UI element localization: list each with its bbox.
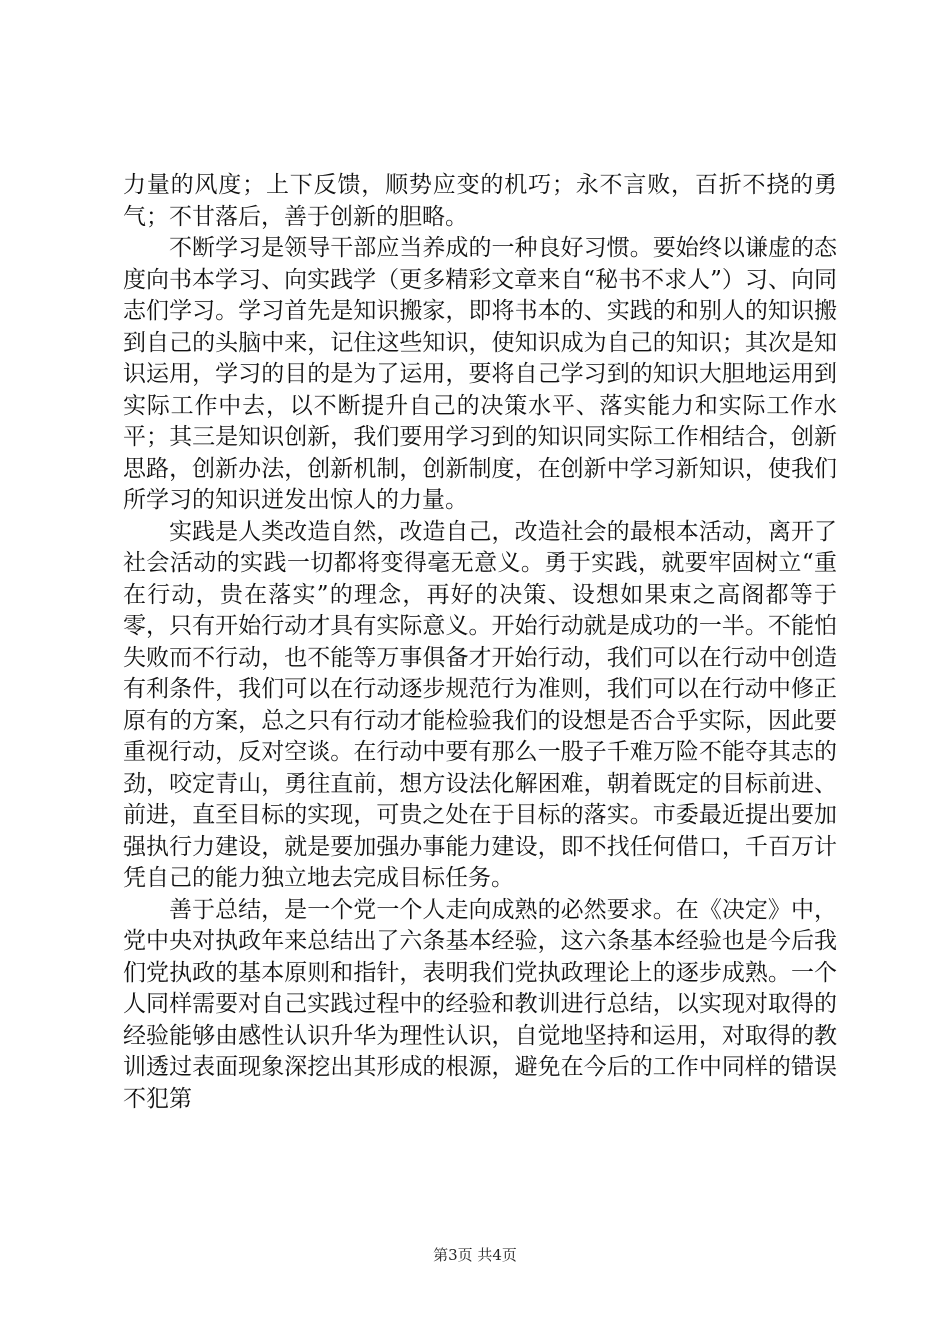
- paragraph-2: 不断学习是领导干部应当养成的一种良好习惯。要始终以谦虚的态度向书本学习、向实践学（更多精彩文章来自“秘书不求人”）习、向同志们学习。学习首先是知识搬家，即将书本的、实践的和别人的知识搬到自己的头脑中来，记住这些知识，使知识成为自己的知识；其次是知识运用，学习的目的是为了运用，要将自己学习到的知识大胆地运用到实际工作中去，以不断提升自己的决策水平、落实能力和实际工作水平；其三是知识创新，我们要用学习到的知识同实际工作相结合，创新思路，创新办法，创新机制，创新制度，在创新中学习新知识，使我们所学习的知识迸发出惊人的力量。: [123, 235, 837, 513]
- paragraph-1: 力量的风度；上下反馈，顺势应变的机巧；永不言败，百折不挠的勇气；不甘落后，善于创新的胆略。: [123, 172, 837, 230]
- page-number-footer: 第3页 共4页: [433, 1246, 517, 1264]
- document-body: [123, 170, 837, 1115]
- paragraph-3: 实践是人类改造自然，改造自己，改造社会的最根本活动，离开了社会活动的实践一切都将变得毫无意义。勇于实践，就要牢固树立“重在行动，贵在落实”的理念，再好的决策、设想如果束之高阁都等于零，只有开始行动才具有实际意义。开始行动就是成功的一半。不能怕失败而不行动，也不能等万事俱备才开始行动，我们可以在行动中创造有利条件，我们可以在行动逐步规范行为准则，我们可以在行动中修正原有的方案，总之只有行动才能检验我们的设想是否合乎实际，因此要重视行动，反对空谈。在行动中要有那么一股子千难万险不能夺其志的劲，咬定青山，勇往直前，想方设法化解困难，朝着既定的目标前进、前进，直至目标的实现，可贵之处在于目标的落实。市委最近提出要加强执行力建设，就是要加强办事能力建设，即不找任何借口，千百万计凭自己的能力独立地去完成目标任务。: [123, 518, 837, 891]
- paragraph-4: 善于总结，是一个党一个人走向成熟的必然要求。在《决定》中，党中央对执政年来总结出了六条基本经验，这六条基本经验也是今后我们党执政的基本原则和指针，表明我们党执政理论上的逐步成熟。一个人同样需要对自己实践过程中的经验和教训进行总结，以实现对取得的经验能够由感性认识升华为理性认识，自觉地坚持和运用，对取得的教训透过表面现象深挖出其形成的根源，避免在今后的工作中同样的错误不犯第: [123, 896, 837, 1112]
